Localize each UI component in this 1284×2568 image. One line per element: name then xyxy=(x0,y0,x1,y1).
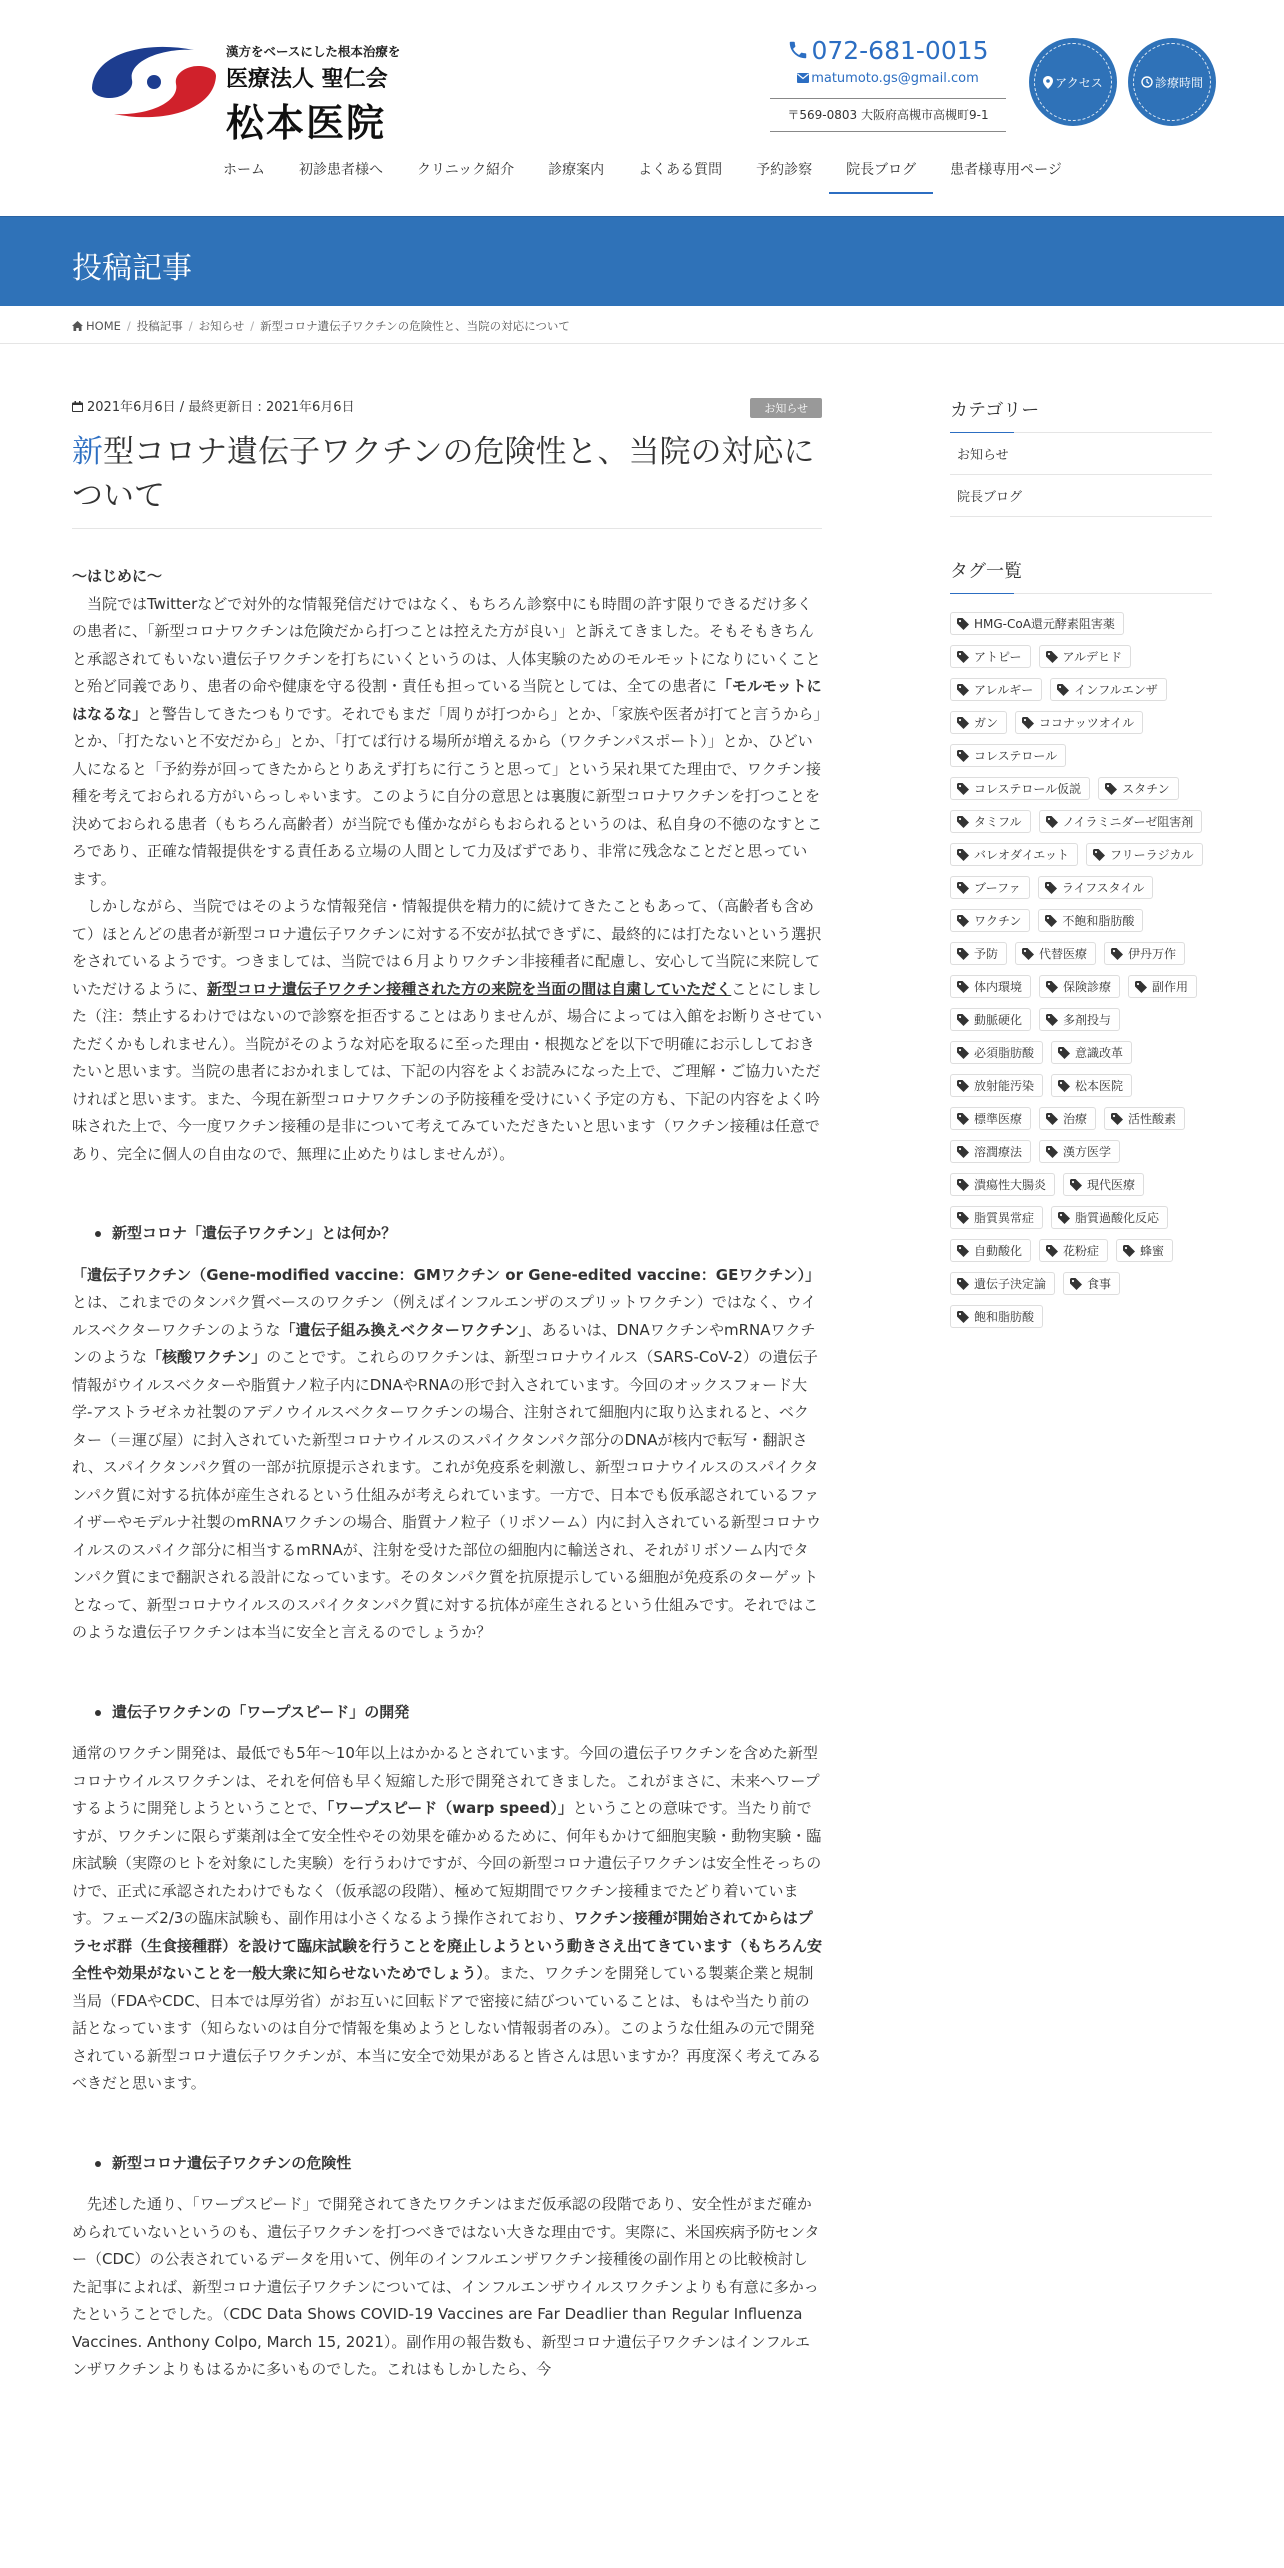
tag-icon xyxy=(1057,684,1069,696)
tag-link[interactable]: 意識改革 xyxy=(1051,1041,1132,1064)
category-list xyxy=(950,433,1212,517)
home-icon xyxy=(72,321,83,331)
clock-icon xyxy=(1141,76,1153,88)
tag-link[interactable]: 脂質異常症 xyxy=(950,1206,1043,1229)
tag-icon xyxy=(957,915,969,927)
tag-icon xyxy=(1045,915,1057,927)
nav-reservation[interactable]: 予約診察 xyxy=(756,162,813,178)
tag-icon xyxy=(1046,1146,1058,1158)
tag-icon xyxy=(957,1047,969,1059)
logo-subtitle: 漢方をベースにした根本治療を xyxy=(226,44,401,59)
tag-cloud xyxy=(950,612,1212,1338)
nav-medical-info[interactable]: 診療案内 xyxy=(548,162,605,178)
entry-title xyxy=(72,430,822,529)
breadcrumb-home[interactable]: HOME xyxy=(72,319,121,333)
tag-icon xyxy=(957,1014,969,1026)
entry-content xyxy=(72,563,822,2384)
updated-label: 最終更新日 : xyxy=(188,400,266,415)
tag-link[interactable]: 治療 xyxy=(1039,1107,1096,1130)
email-address: matumoto.gs@gmail.com xyxy=(811,71,979,86)
breadcrumb-separator: / xyxy=(188,319,193,333)
access-button[interactable] xyxy=(1029,38,1117,126)
sidebar xyxy=(950,396,1212,1338)
nav-clinic-intro[interactable]: クリニック紹介 xyxy=(417,162,515,178)
tag-icon xyxy=(1093,849,1105,861)
tag-link[interactable]: 現代医療 xyxy=(1063,1173,1144,1196)
tag-link[interactable]: 体内環境 xyxy=(950,975,1031,998)
tag-link[interactable]: 不飽和脂肪酸 xyxy=(1038,909,1143,932)
tag-icon xyxy=(957,1311,969,1323)
section-heading: 新型コロナ「遺伝子ワクチン」とは何か？ xyxy=(72,1220,822,1248)
meta-separator: / xyxy=(175,400,189,415)
hours-button[interactable] xyxy=(1128,38,1216,126)
tag-link[interactable]: 伊丹万作 xyxy=(1104,942,1185,965)
tag-link[interactable]: 松本医院 xyxy=(1051,1074,1132,1097)
tag-link[interactable]: アレルギー xyxy=(950,678,1042,701)
paragraph: 当院ではTwitterなどで対外的な情報発信だけではなく、もちろん診察中にも時間の許す限りできるだけ多くの患者に、「新型コロナワクチンは危険だから打つことは控えた方が良い」と訴えてきました。そもそもきちんと承認されてもいない遺伝子ワクチンを打ちにいくというのは、人体実験のためのモルモットになりにいくことと殆ど同義であり、患者の命や健康を守る役割・責任も担っている当院としては、全ての患者に「モルモットにはなるな」と警告してきたつもりです。それでもまだ「周りが打つから」とか、「家族や医者が打てと言うから」とか、「打たないと不安だから」とか、「打てば行ける場所が増えるから（ワクチンパスポート）」とか、ひどい人になると「予約券が回ってきたからとりあえず打ちに行こうと思って」という呆れ果てた理由で、ワクチン接種を考えておられる方がいらっしゃいます。このように自分の意思とは裏腹に新型コロナワクチンを打つことを決めておられる患者（もちろん高齢者）が当院でも僅かながらもおられるというのは、私自身の不徳のなすところであり、正確な情報提供をする責任ある立場の人間として力及ばずであり、非常に残念なことだと思っています。 xyxy=(72,594,823,888)
tag-icon xyxy=(957,783,969,795)
tag-link[interactable]: 漢方医学 xyxy=(1039,1140,1120,1163)
tag-link[interactable]: インフルエンザ xyxy=(1050,678,1167,701)
tag-link[interactable]: 必須脂肪酸 xyxy=(950,1041,1043,1064)
tag-link[interactable]: 食事 xyxy=(1063,1272,1120,1295)
intro-heading: 〜はじめに〜 xyxy=(72,567,163,585)
hours-button-label: 診療時間 xyxy=(1154,75,1203,90)
tag-link[interactable]: ガン xyxy=(950,711,1007,734)
tag-widget xyxy=(950,557,1212,1338)
tag-icon xyxy=(1111,1113,1123,1125)
phone-icon xyxy=(787,39,809,61)
phone-number: 072-681-0015 xyxy=(811,36,989,65)
access-button-label: アクセス xyxy=(1055,75,1103,90)
tag-link[interactable]: 代替医療 xyxy=(1015,942,1096,965)
envelope-icon xyxy=(797,73,809,83)
site-header xyxy=(0,0,1284,216)
updated-date: 2021年6月6日 xyxy=(265,400,355,415)
calendar-icon xyxy=(72,401,83,412)
tag-icon xyxy=(957,1113,969,1125)
tag-link[interactable]: 活性酸素 xyxy=(1104,1107,1185,1130)
tag-icon xyxy=(957,1278,969,1290)
tag-icon xyxy=(957,684,969,696)
address: 〒569-0803 大阪府高槻市高槻町9-1 xyxy=(770,98,1006,132)
tag-icon xyxy=(1058,1212,1070,1224)
tag-icon xyxy=(1058,1080,1070,1092)
title-rest: 型コロナ遺伝子ワクチンの危険性と、当院の対応について xyxy=(72,434,815,514)
tag-widget-title: タグ一覧 xyxy=(950,557,1212,594)
contact-info xyxy=(770,36,1006,132)
tag-icon xyxy=(1111,948,1123,960)
tag-icon xyxy=(1070,1179,1082,1191)
global-nav xyxy=(206,160,1079,194)
tag-icon xyxy=(1105,783,1117,795)
page-title: 投稿記事 xyxy=(72,251,192,286)
category-item[interactable]: 院長ブログ xyxy=(950,475,1212,517)
tag-link[interactable]: 動脈硬化 xyxy=(950,1008,1031,1031)
tag-link[interactable]: 多剤投与 xyxy=(1039,1008,1120,1031)
tag-link[interactable]: 保険診療 xyxy=(1039,975,1120,998)
breadcrumb-posts[interactable]: 投稿記事 xyxy=(136,319,183,333)
breadcrumb-current: 新型コロナ遺伝子ワクチンの危険性と、当院の対応について xyxy=(260,319,570,333)
entry-meta xyxy=(72,396,822,418)
tag-icon xyxy=(1070,1278,1082,1290)
tag-link[interactable]: 遺伝子決定論 xyxy=(950,1272,1055,1295)
tag-link[interactable]: HMG-CoA還元酵素阻害薬 xyxy=(950,612,1124,635)
paragraph: しかしながら、当院ではそのような情報発信・情報提供を精力的に続けてきたこともあって、（高齢者も含めて）ほとんどの患者が新型コロナ遺伝子ワクチンに対する不安が払拭できずに、最終的には打たないという選択をされているようです。つきましては、当院では６月よりワクチン非接種者に配慮し、安心して当院に来院していただけるように、新型コロナ遺伝子ワクチン接種された方の来院を当面の間は自粛していただくことにしました（注：禁止するわけではないので診察を拒否することはありませんが、場合によっては入館をお断りさせていただくかもしれません）。当院がそのような対応を取るに至った理由・根拠などを以下で明確にお示ししておきたいと思います。当院の患者におかれましては、下記の内容をよくお読みになった上で、ご理解・ご協力いただければと思います。また、今現在新型コロナワクチンの予防接種を受けにいく予定の方も、下記の内容をよく吟味された上で、今一度ワクチン接種の是非について考えてみていただきたいと思います（ワクチン接種は任意であり、完全に個人の自由なので、無理に止めたりはしませんが）。 xyxy=(72,897,823,1163)
tag-link[interactable]: 標準医療 xyxy=(950,1107,1031,1130)
tag-icon xyxy=(1135,981,1147,993)
page-header xyxy=(0,216,1284,306)
logo-corporation: 医療法人 聖仁会 xyxy=(226,67,388,92)
tag-icon xyxy=(1022,948,1034,960)
tag-link[interactable]: 飽和脂肪酸 xyxy=(950,1305,1043,1328)
tag-link[interactable]: コレステロール xyxy=(950,744,1066,767)
breadcrumb-category[interactable]: お知らせ xyxy=(198,319,245,333)
tag-icon xyxy=(957,849,969,861)
category-badge[interactable]: お知らせ xyxy=(750,398,822,418)
tag-link[interactable]: ノイラミニダーゼ阻害剤 xyxy=(1039,810,1203,833)
tag-icon xyxy=(1046,1245,1058,1257)
tag-icon xyxy=(957,1179,969,1191)
phone-link[interactable] xyxy=(770,36,1006,65)
tag-icon xyxy=(1046,816,1058,828)
tag-icon xyxy=(957,750,969,762)
paragraph: 通常のワクチン開発は、最低でも5年〜10年以上はかかるとされています。今回の遺伝子ワクチンを含めた新型コロナウイルスワクチンは、それを何倍も早く短縮した形で開発されてきました。これがまさに、未来へワープするように開発しようということで、「ワープスピード（warp speed）」ということの意味です。当たり前ですが、ワクチンに限らず薬剤は全て安全性やその効果を確かめるために、何年もかけて細胞実験・動物実験・臨床試験（実際のヒトを対象にした実験）を行うわけですが、今回の新型コロナ遺伝子ワクチンは安全性そっちのけで、正式に承認されたわけでもなく（仮承認の段階）、極めて短期間でワクチン接種までたどり着いています。フェーズ2/3の臨床試験も、副作用は小さくなるよう操作されており、ワクチン接種が開始されてからはプラセボ群（生食接種群）を設けて臨床試験を行うことを廃止しようという動きさえ出てきています（もちろん安全性や効果がないことを一般大衆に知らせないためでしょう）。また、ワクチンを開発している製薬企業と規制当局（FDAやCDC、日本では厚労省）がお互いに回転ドアで密接に結びついていることは、もはや当たり前の話となっています（知らないのは自分で情報を集めようとしない情報弱者のみ）。このような仕組みの元で開発されている新型コロナ遺伝子ワクチンが、本当に安全で効果があると皆さんは思いますか？再度深く考えてみるべきだと思います。 xyxy=(72,1744,823,2092)
tag-link[interactable]: 潰瘍性大腸炎 xyxy=(950,1173,1055,1196)
tag-link[interactable]: アトピー xyxy=(950,645,1031,668)
paragraph: 先述した通り、「ワープスピード」で開発されてきたワクチンはまだ仮承認の段階であり、安全性がまだ確かめられていないというのも、遺伝子ワクチンを打つべきではない大きな理由です。実際に、米国疾病予防センター（CDC）の公表されているデータを用いて、例年のインフルエンザワクチン接種後の副作用との比較検討した記事によれば、新型コロナ遺伝子ワクチンについては、インフルエンザウイルスワクチンよりも有意に多かったということでした。（CDC Data Shows COVID-19 Vaccines are Far Deadlier than Regular Influenza Vaccines. Anthony Colpo, March 15, 2021）。副作用の報告数も、新型コロナ遺伝子ワクチンはインフルエンザワクチンよりもはるかに多いものでした。これはもしかしたら、今 xyxy=(72,2195,820,2378)
nav-first-visit[interactable]: 初診患者様へ xyxy=(299,162,383,178)
tag-link[interactable]: 自動酸化 xyxy=(950,1239,1031,1262)
tag-link[interactable]: バレオダイエット xyxy=(950,843,1078,866)
tag-icon xyxy=(957,882,969,894)
nav-faq[interactable]: よくある質問 xyxy=(638,162,723,178)
tag-icon xyxy=(957,948,969,960)
breadcrumb xyxy=(0,306,1284,344)
tag-link[interactable]: タミフル xyxy=(950,810,1031,833)
section-heading: 遺伝子ワクチンの「ワープスピード」の開発 xyxy=(72,1699,822,1727)
category-widget xyxy=(950,396,1212,517)
tag-icon xyxy=(1045,882,1057,894)
tag-icon xyxy=(1046,1113,1058,1125)
nav-director-blog[interactable]: 院長ブログ xyxy=(829,160,933,194)
category-widget-title: カテゴリー xyxy=(950,396,1212,433)
tag-icon xyxy=(1046,1014,1058,1026)
tag-icon xyxy=(957,1080,969,1092)
tag-link[interactable]: 蜂蜜 xyxy=(1116,1239,1173,1262)
tag-icon xyxy=(957,1245,969,1257)
tag-link[interactable]: コレステロール仮説 xyxy=(950,777,1090,800)
category-item[interactable]: お知らせ xyxy=(950,433,1212,475)
breadcrumb-separator: / xyxy=(250,319,255,333)
tag-link[interactable]: 脂質過酸化反応 xyxy=(1051,1206,1168,1229)
tag-icon xyxy=(1022,717,1034,729)
tag-icon xyxy=(957,1212,969,1224)
tag-icon xyxy=(957,981,969,993)
tag-icon xyxy=(1046,981,1058,993)
map-pin-icon xyxy=(1043,76,1053,89)
tag-icon xyxy=(1123,1245,1135,1257)
section-heading: 新型コロナ遺伝子ワクチンの危険性 xyxy=(72,2150,822,2178)
tag-link[interactable]: ワクチン xyxy=(950,909,1030,932)
tag-icon xyxy=(957,717,969,729)
tag-icon xyxy=(957,816,969,828)
logo-clinic-name: 松本医院 xyxy=(226,101,387,145)
tag-link[interactable]: ブーファ xyxy=(950,876,1030,899)
tag-icon xyxy=(957,618,969,630)
article xyxy=(72,396,822,2384)
clinic-logo-icon xyxy=(88,36,220,128)
tag-link[interactable]: スタチン xyxy=(1098,777,1178,800)
nav-patient-page[interactable]: 患者様専用ページ xyxy=(950,162,1062,178)
tag-link[interactable]: ココナッツオイル xyxy=(1015,711,1143,734)
title-first-char: 新 xyxy=(72,434,103,470)
tag-link[interactable]: 溶潤療法 xyxy=(950,1140,1031,1163)
site-logo[interactable] xyxy=(88,30,408,145)
tag-link[interactable]: 花粉症 xyxy=(1039,1239,1108,1262)
tag-icon xyxy=(1058,1047,1070,1059)
tag-link[interactable]: 予防 xyxy=(950,942,1007,965)
tag-link[interactable]: フリーラジカル xyxy=(1086,843,1203,866)
email-link[interactable] xyxy=(770,71,1006,86)
tag-link[interactable]: ライフスタイル xyxy=(1038,876,1154,899)
publish-date: 2021年6月6日 xyxy=(87,400,176,415)
tag-link[interactable]: 放射能汚染 xyxy=(950,1074,1043,1097)
tag-icon xyxy=(957,651,969,663)
tag-link[interactable]: アルデヒド xyxy=(1039,645,1132,668)
tag-icon xyxy=(1046,651,1058,663)
tag-icon xyxy=(957,1146,969,1158)
paragraph: 「遺伝子ワクチン（Gene-modified vaccine：GMワクチン or Gene-edited vaccine：GEワクチン）」とは、これまでのタンパク質ベースのワクチン（例えばインフルエンザのスプリットワクチン）ではなく、ウイルスベクターワクチンのような「遺伝子組み換えベクターワクチン」、あるいは、DNAワクチンやmRNAワクチンのような「核酸ワクチン」のことです。これらのワクチンは、新型コロナウイルス（SARS-CoV-2）の遺伝子情報がウイルスベクターや脂質ナノ粒子内にDNAやRNAの形で封入されています。今回のオックスフォード大学-アストラゼネカ社製のアデノウイルスベクターワクチンの場合、注射されて細胞内に取り込まれると、ベクター（＝運び屋）に封入されていた新型コロナウイルスのスパイクタンパク部分のDNAが核内で転写・翻訳され、スパイクタンパク質の一部が抗原提示されます。これが免疫系を刺激し、新型コロナウイルスのスパイクタンパク質に対する抗体が産生されるという仕組みが考えられています。一方で、日本でも仮承認されているファイザーやモデルナ社製のmRNAワクチンの場合、脂質ナノ粒子（リポソーム）内に封入されている新型コロナウイルスのスパイク部分に相当するmRNAが、注射を受けた部位の細胞内に輸送され、それがリボソーム内でタンパク質にまで翻訳される設計になっています。そのタンパク質を抗原提示している細胞が免疫系のターゲットとなって、新型コロナウイルスのスパイクタンパク質に対する抗体が産生されるという仕組みです。それではこのような遺伝子ワクチンは本当に安全と言えるのでしょうか？ xyxy=(72,1265,821,1641)
tag-link[interactable]: 副作用 xyxy=(1128,975,1197,998)
breadcrumb-separator: / xyxy=(126,319,131,333)
nav-home[interactable]: ホーム xyxy=(223,162,265,178)
